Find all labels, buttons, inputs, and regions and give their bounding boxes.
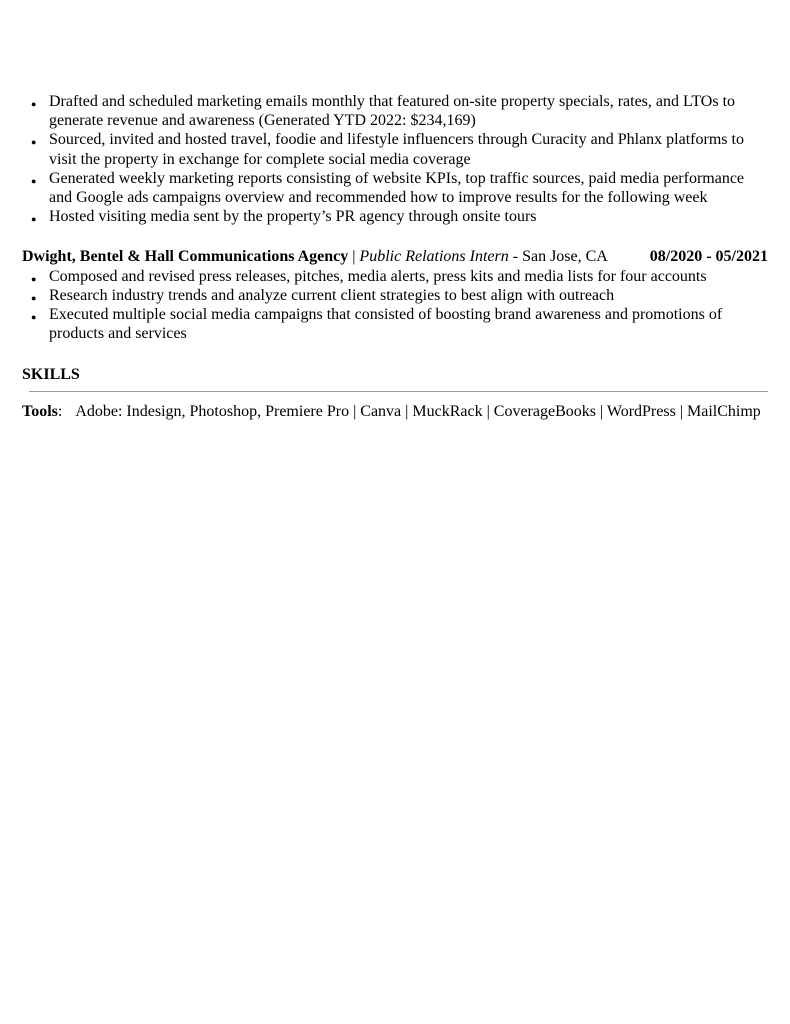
company-title-separator: | [348,248,360,266]
company-name: Dwight, Bentel & Hall Communications Agency [22,248,349,266]
bullet-item: ● Generated weekly marketing reports consisting of website KPIs, top traffic sources, paid media performance and Google ads campaigns overview and recommended how to improve results for the following week [22,169,768,207]
title-location-separator: - [508,248,523,266]
job-title-line [22,247,608,266]
bullet-item: ● Sourced, invited and hosted travel, foodie and lifestyle influencers through Curacity and Phlanx platforms to visit the property in exchange for complete social media coverage [22,130,768,168]
bullet-item: ● Hosted visiting media sent by the property’s PR agency through onsite tours [22,207,768,226]
continued-experience-bullets [22,92,768,226]
bullet-item: ● Executed multiple social media campaigns that consisted of boosting brand awareness and promotions of products and services [22,305,768,343]
job-bullets [22,267,768,344]
tools-value: Adobe: Indesign, Photoshop, Premiere Pro | Canva | MuckRack | CoverageBooks | WordPress | MailChimp [75,402,761,420]
tools-line [22,402,768,421]
bullet-item: ● Composed and revised press releases, pitches, media alerts, press kits and media lists for four accounts [22,267,768,286]
skills-section-heading: SKILLS [22,366,80,384]
skills-divider [29,391,768,392]
bullet-item: ● Research industry trends and analyze current client strategies to best align with outreach [22,286,768,305]
tools-label: Tools [22,402,58,420]
job-location: San Jose, CA [522,248,608,266]
bullet-item: ● Drafted and scheduled marketing emails monthly that featured on-site property specials, rates, and LTOs to generate revenue and awareness (Generated YTD 2022: $234,169) [22,92,768,130]
job-title: Public Relations Intern [359,248,509,266]
job-dates: 08/2020 - 05/2021 [649,248,768,266]
job-header [22,247,768,266]
tools-colon: : [57,402,63,420]
